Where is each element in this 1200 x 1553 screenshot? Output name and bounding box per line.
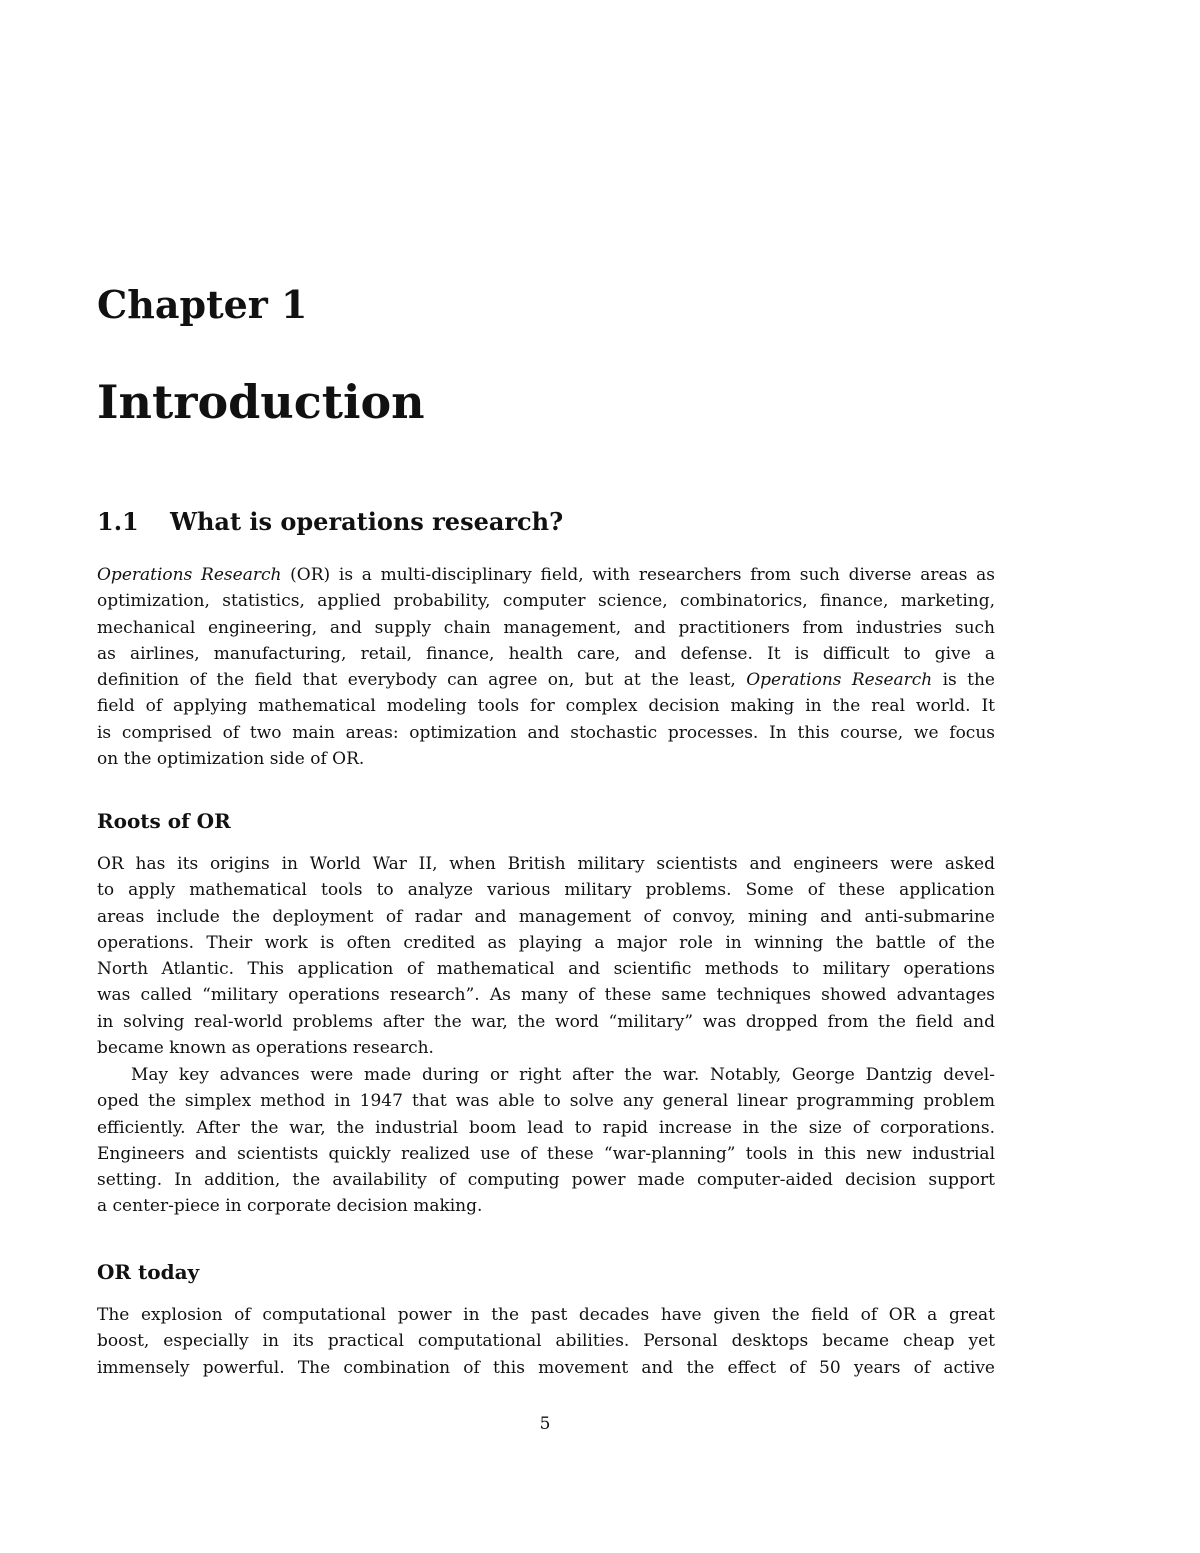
section-number: 1.1 [97, 507, 139, 536]
text-line: setting. In addition, the availability of computing power made computer-aided decision support [97, 1170, 995, 1191]
text-line: OR has its origins in World War II, when British military scientists and engineers were asked [97, 854, 995, 874]
text-line: operations. Their work is often credited as playing a major role in winning the battle of the [97, 932, 995, 953]
chapter-title: Introduction [97, 375, 425, 429]
text-line: May key advances were made during or right after the war. Notably, George Dantzig devel- [131, 1065, 995, 1085]
intro-paragraph [97, 562, 995, 772]
roots-paragraph-2 [97, 1062, 995, 1220]
section-title-text: What is operations research? [170, 507, 564, 536]
text-line: became known as operations research. [97, 1038, 434, 1059]
text-line: was called “military operations research”. As many of these same techniques showed advantages [97, 985, 995, 1006]
text-line: field of applying mathematical modeling tools for complex decision making in the real world. It [97, 696, 995, 717]
or-today-heading: OR today [97, 1260, 200, 1284]
emphasis-term: Operations Research [746, 670, 933, 691]
text-line: efficiently. After the war, the industrial boom lead to rapid increase in the size of corporations. [97, 1117, 995, 1138]
text-line: mechanical engineering, and supply chain management, and practitioners from industries such [97, 617, 995, 638]
page-number: 5 [539, 1414, 551, 1434]
text-line: Operations Research (OR) is a multi-disciplinary field, with researchers from such diverse areas as [97, 565, 995, 585]
text-line: as airlines, manufacturing, retail, finance, health care, and defense. It is difficult to give a [97, 643, 995, 664]
text-line: definition of the field that everybody can agree on, but at the least, Operations Research is the [97, 670, 995, 691]
emphasis-term: Operations Research [97, 565, 282, 585]
or-today-paragraph [97, 1302, 995, 1381]
text-line: to apply mathematical tools to analyze various military problems. Some of these application [97, 880, 995, 901]
text-line: Engineers and scientists quickly realized use of these “war-planning” tools in this new industrial [97, 1143, 995, 1164]
text-line: a center-piece in corporate decision making. [97, 1196, 483, 1217]
text-line: on the optimization side of OR. [97, 749, 365, 770]
roots-paragraph-1 [97, 851, 995, 1061]
text-line: North Atlantic. This application of mathematical and scientific methods to military operations [97, 959, 995, 980]
section-heading [97, 505, 563, 539]
text-line: is comprised of two main areas: optimization and stochastic processes. In this course, we focus [97, 722, 995, 743]
chapter-label: Chapter 1 [97, 282, 308, 327]
text-line: oped the simplex method in 1947 that was able to solve any general linear programming problem [97, 1091, 995, 1112]
roots-heading: Roots of OR [97, 809, 231, 833]
text-line: areas include the deployment of radar and management of convoy, mining and anti-submarine [97, 906, 995, 927]
text-line: in solving real-world problems after the war, the word “military” was dropped from the field and [97, 1011, 995, 1032]
text-line: The explosion of computational power in the past decades have given the field of OR a great [97, 1305, 995, 1325]
text-line: optimization, statistics, applied probability, computer science, combinatorics, finance, marketing, [97, 591, 995, 612]
text-line: immensely powerful. The combination of this movement and the effect of 50 years of active [97, 1357, 995, 1378]
text-line: boost, especially in its practical computational abilities. Personal desktops became cheap yet [97, 1331, 995, 1352]
